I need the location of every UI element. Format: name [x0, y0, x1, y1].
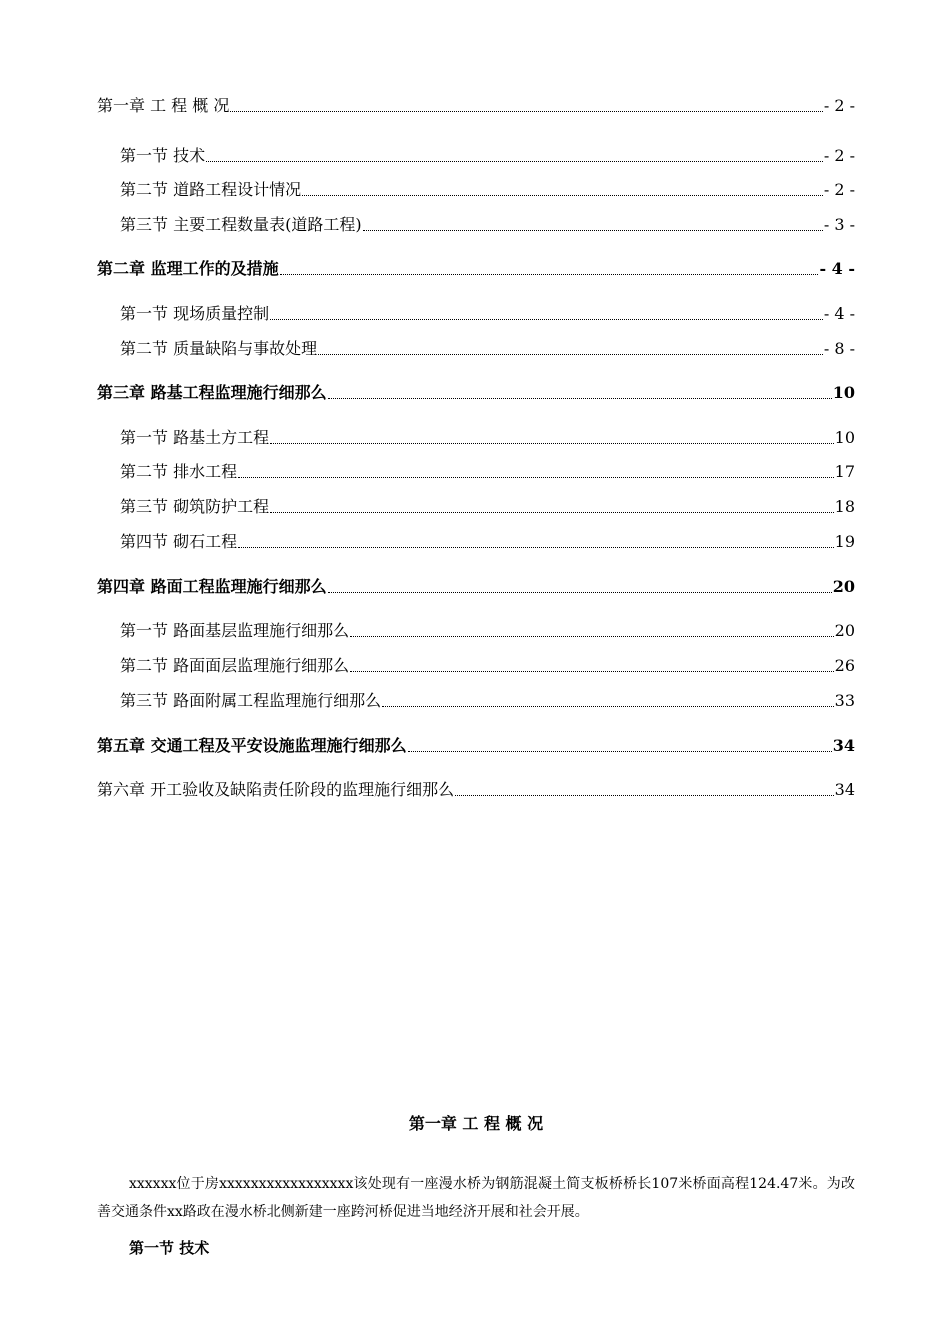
toc-entry-page: - 3 -	[823, 215, 855, 234]
toc-entry-label: 第一节 路基土方工程	[120, 428, 270, 447]
toc-entry-label: 第四章 路面工程监理施行细那么	[97, 577, 327, 596]
toc-entry-page: 34	[832, 736, 855, 755]
toc-entry-page: 10	[834, 428, 855, 447]
toc-leader-dots	[382, 705, 834, 707]
toc-entry[interactable]	[120, 300, 855, 324]
toc-entry[interactable]	[120, 528, 855, 552]
toc-entry-label: 第五章 交通工程及平安设施监理施行细那么	[97, 736, 407, 755]
toc-entry-page: 10	[832, 383, 855, 402]
toc-entry[interactable]	[120, 142, 855, 166]
toc-entry-page: 34	[834, 780, 855, 799]
toc-entry[interactable]	[120, 176, 855, 200]
toc-leader-dots	[328, 397, 832, 399]
toc-entry-label: 第二章 监理工作的及措施	[97, 259, 279, 278]
toc-entry-label: 第三节 主要工程数量表(道路工程)	[120, 215, 362, 234]
toc-entry-page: - 2 -	[823, 146, 855, 165]
toc-entry-label: 第三节 路面附属工程监理施行细那么	[120, 691, 382, 710]
toc-entry-label: 第六章 开工验收及缺陷责任阶段的监理施行细那么	[97, 780, 455, 799]
intro-paragraph: xxxxxx位于房xxxxxxxxxxxxxxxxx该处现有一座漫水桥为钢筋混凝土简支板桥桥长107米桥面高程124.47米。为改善交通条件xx路政在漫水桥北侧新建一座跨河桥促进当地经济开展和社会开展。	[97, 1176, 855, 1220]
toc-leader-dots	[455, 794, 834, 796]
toc-leader-dots	[238, 546, 834, 548]
section-title: 第一节 技术	[129, 1239, 210, 1257]
toc-leader-dots	[363, 229, 823, 231]
toc-entry[interactable]	[97, 776, 855, 800]
toc-leader-dots	[206, 160, 823, 162]
toc-entry[interactable]	[120, 211, 855, 235]
toc-entry-label: 第二节 路面面层监理施行细那么	[120, 656, 350, 675]
toc-entry-page: - 4 -	[819, 259, 855, 278]
toc-leader-dots	[350, 635, 834, 637]
toc-leader-dots	[328, 591, 832, 593]
toc-entry-label: 第一节 技术	[120, 146, 206, 165]
toc-entry-page: 33	[834, 691, 855, 710]
toc-entry-page: 20	[834, 621, 855, 640]
toc-entry[interactable]	[97, 732, 855, 756]
toc-entry-page: 19	[834, 532, 855, 551]
toc-entry[interactable]	[120, 687, 855, 711]
toc-leader-dots	[280, 273, 819, 275]
toc-entry[interactable]	[120, 458, 855, 482]
toc-entry-page: - 2 -	[823, 96, 855, 115]
toc-entry[interactable]	[97, 573, 855, 597]
toc-entry-label: 第二节 道路工程设计情况	[120, 180, 302, 199]
toc-entry[interactable]	[97, 92, 855, 116]
toc-leader-dots	[238, 476, 834, 478]
toc-leader-dots	[318, 353, 823, 355]
toc-entry-label: 第三章 路基工程监理施行细那么	[97, 383, 327, 402]
toc-entry-page: - 8 -	[823, 339, 855, 358]
toc-entry[interactable]	[120, 424, 855, 448]
toc-entry-label: 第一节 路面基层监理施行细那么	[120, 621, 350, 640]
toc-entry-page: 20	[832, 577, 855, 596]
toc-entry[interactable]	[120, 335, 855, 359]
toc-entry[interactable]	[120, 493, 855, 517]
toc-leader-dots	[270, 318, 823, 320]
toc-entry-label: 第一章 工 程 概 况	[97, 96, 230, 115]
toc-entry-page: 26	[834, 656, 855, 675]
chapter-title: 第一章 工 程 概 况	[408, 1114, 544, 1133]
toc-entry-page: 18	[834, 497, 855, 516]
toc-entry[interactable]	[97, 255, 855, 279]
toc-entry[interactable]	[120, 652, 855, 676]
toc-entry-page: - 4 -	[823, 304, 855, 323]
toc-entry[interactable]	[97, 379, 855, 403]
toc-entry-label: 第四节 砌石工程	[120, 532, 238, 551]
toc-entry-label: 第二节 质量缺陷与事故处理	[120, 339, 318, 358]
toc-leader-dots	[230, 110, 822, 112]
toc-entry-label: 第一节 现场质量控制	[120, 304, 270, 323]
toc-leader-dots	[350, 670, 834, 672]
toc-entry-label: 第三节 砌筑防护工程	[120, 497, 270, 516]
toc-leader-dots	[302, 194, 823, 196]
toc-entry[interactable]	[120, 617, 855, 641]
toc-entry-label: 第二节 排水工程	[120, 462, 238, 481]
toc-entry-page: - 2 -	[823, 180, 855, 199]
toc-leader-dots	[408, 750, 832, 752]
toc-entry-page: 17	[834, 462, 855, 481]
toc-leader-dots	[270, 442, 834, 444]
toc-leader-dots	[270, 511, 834, 513]
